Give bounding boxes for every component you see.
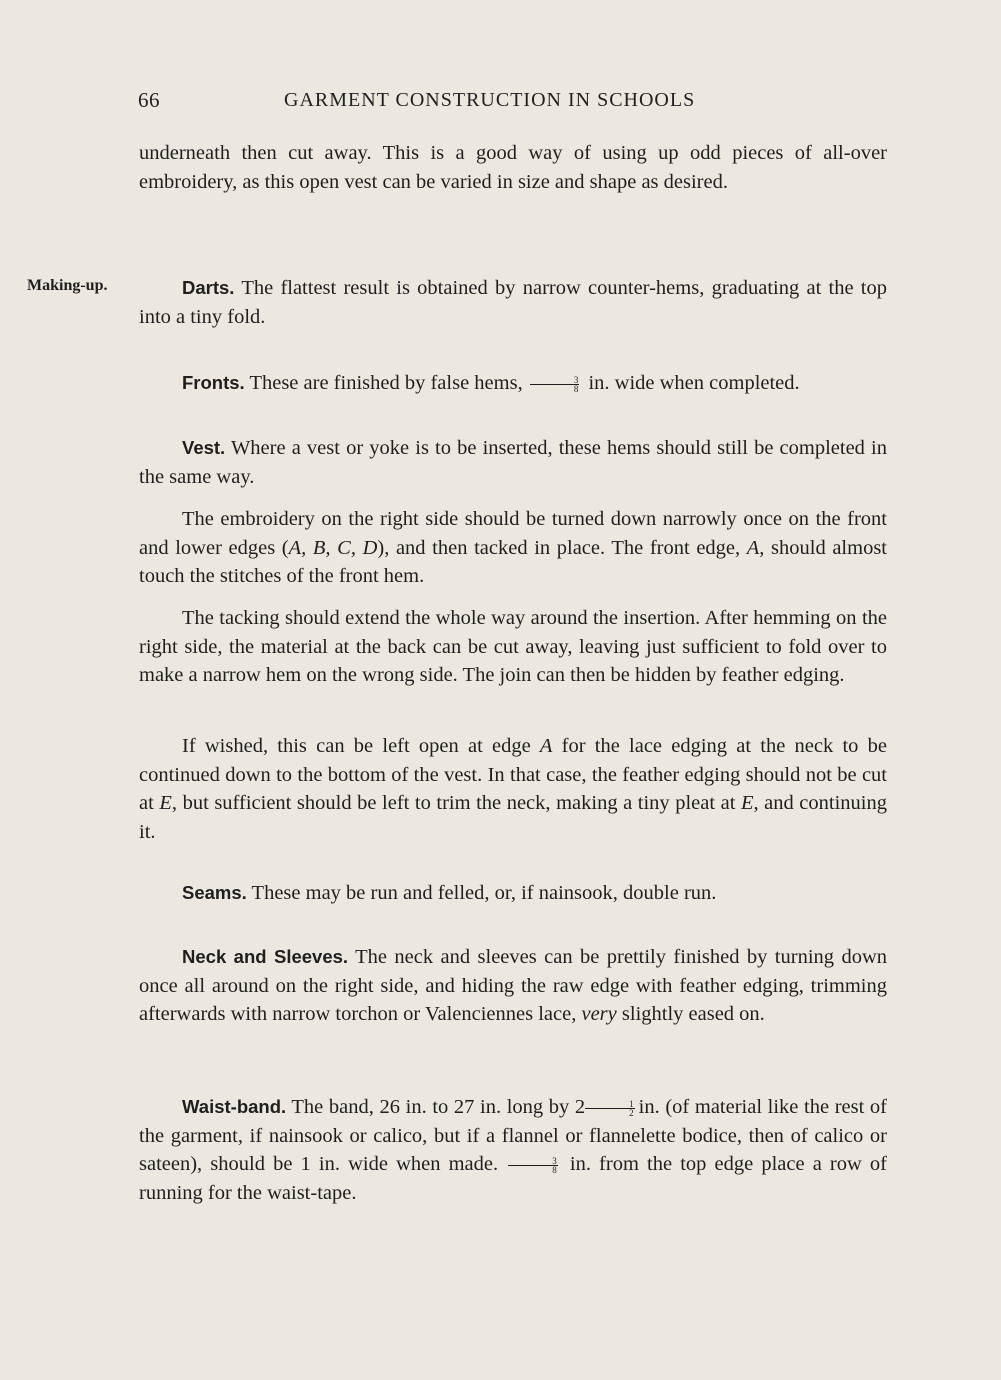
paragraph-tacking (139, 604, 887, 690)
paragraph-seams (139, 879, 887, 908)
edge-letters: A, B, C, D (288, 536, 378, 559)
paragraph-fronts (139, 369, 887, 398)
darts-text: The flattest result is obtained by narrow counter-hems, graduating at the top into a tiny fold. (139, 277, 887, 328)
vest-heading: Vest. (182, 437, 226, 458)
neck-text-b: slightly eased on. (616, 1003, 765, 1026)
emphasis-very: very (581, 1003, 617, 1026)
seams-text: These may be run and felled, or, if nainsook, double run. (246, 882, 717, 904)
neck-text-a: The neck and sleeves can be prettily finished by turning down once all around on the right side, and hiding the raw edge with feather edging, trimming afterwards with narrow torchon or Valenciennes lace, (139, 946, 887, 1026)
paragraph-waist-band (139, 1093, 887, 1207)
wished-text-c: , but sufficient should be left to trim the neck, making a tiny pleat at (171, 792, 741, 815)
fraction-three-eighths (508, 1157, 558, 1174)
paragraph-text: underneath then cut away. This is a good way of using up odd pieces of all-over embroidery, as this open vest can be varied in size and shape as desired. (139, 142, 887, 193)
edge-letter-e: E (740, 792, 754, 815)
tacking-text: The tacking should extend the whole way around the insertion. After hemming on the right side, the material at the back can be cut away, leaving just sufficient to fold over to make a narrow hem on the wrong side. The join can then be hidden by feather edging. (139, 607, 887, 687)
waist-text-c: in. from the top edge place a row of running for the waist-tape. (139, 1153, 887, 1204)
fraction-denominator: 8 (552, 1164, 557, 1175)
edge-letter-a: A (539, 735, 553, 757)
fraction-numerator: 3 (530, 376, 580, 385)
paragraph-embroidery (139, 505, 887, 591)
edge-letter-a: A (746, 536, 760, 559)
paragraph-continuation (139, 139, 887, 196)
waist-band-heading: Waist-band. (182, 1096, 287, 1117)
paragraph-vest (139, 434, 887, 491)
waist-text-b: in. (of material like the rest of the garment, if nainsook or calico, but if a flannel or flannelette bodice, then of calico or sateen), should be 1 in. wide when made. (139, 1096, 887, 1176)
fronts-text-a: These are finished by false hems, (244, 372, 528, 394)
seams-heading: Seams. (182, 882, 247, 903)
fraction-numerator: 3 (508, 1157, 558, 1166)
neck-sleeves-heading: Neck and Sleeves. (182, 946, 349, 967)
fraction-three-eighths (530, 376, 580, 393)
fraction-denominator: 2 (629, 1107, 634, 1118)
fraction-denominator: 8 (573, 383, 579, 394)
paragraph-neck-sleeves (139, 943, 887, 1029)
embroidery-text-a: The embroidery on the right side should be turned down narrowly once on the front and lower edges ( (139, 508, 887, 559)
fraction-numerator: 1 (585, 1100, 635, 1109)
paragraph-if-wished (139, 732, 887, 846)
edge-letter-e: E (159, 792, 172, 815)
wished-text-a: If wished, this can be left open at edge (182, 735, 540, 757)
fronts-text-b: in. wide when completed. (583, 372, 800, 394)
embroidery-text-c: , should almost touch the stitches of the front hem. (139, 536, 887, 588)
paragraph-darts (139, 274, 887, 331)
vest-text: Where a vest or yoke is to be inserted, these hems should still be completed in the same way. (139, 437, 887, 488)
fronts-heading: Fronts. (182, 372, 245, 393)
fraction-one-half (585, 1100, 635, 1117)
margin-note-making-up: Making-up. (27, 277, 108, 294)
darts-heading: Darts. (182, 277, 235, 298)
waist-text-a: The band, 26 in. to 27 in. long by 2 (286, 1096, 586, 1118)
running-title: GARMENT CONSTRUCTION IN SCHOOLS (284, 89, 696, 111)
page-number: 66 (138, 88, 160, 112)
embroidery-text-b: ), and then tacked in place. The front edge, (377, 536, 747, 559)
wished-text-d: , and continuing it. (139, 792, 887, 843)
wished-text-b: for the lace edging at the neck to be continued down to the bottom of the vest. In that case, the feather edging should not be cut at (139, 735, 887, 815)
